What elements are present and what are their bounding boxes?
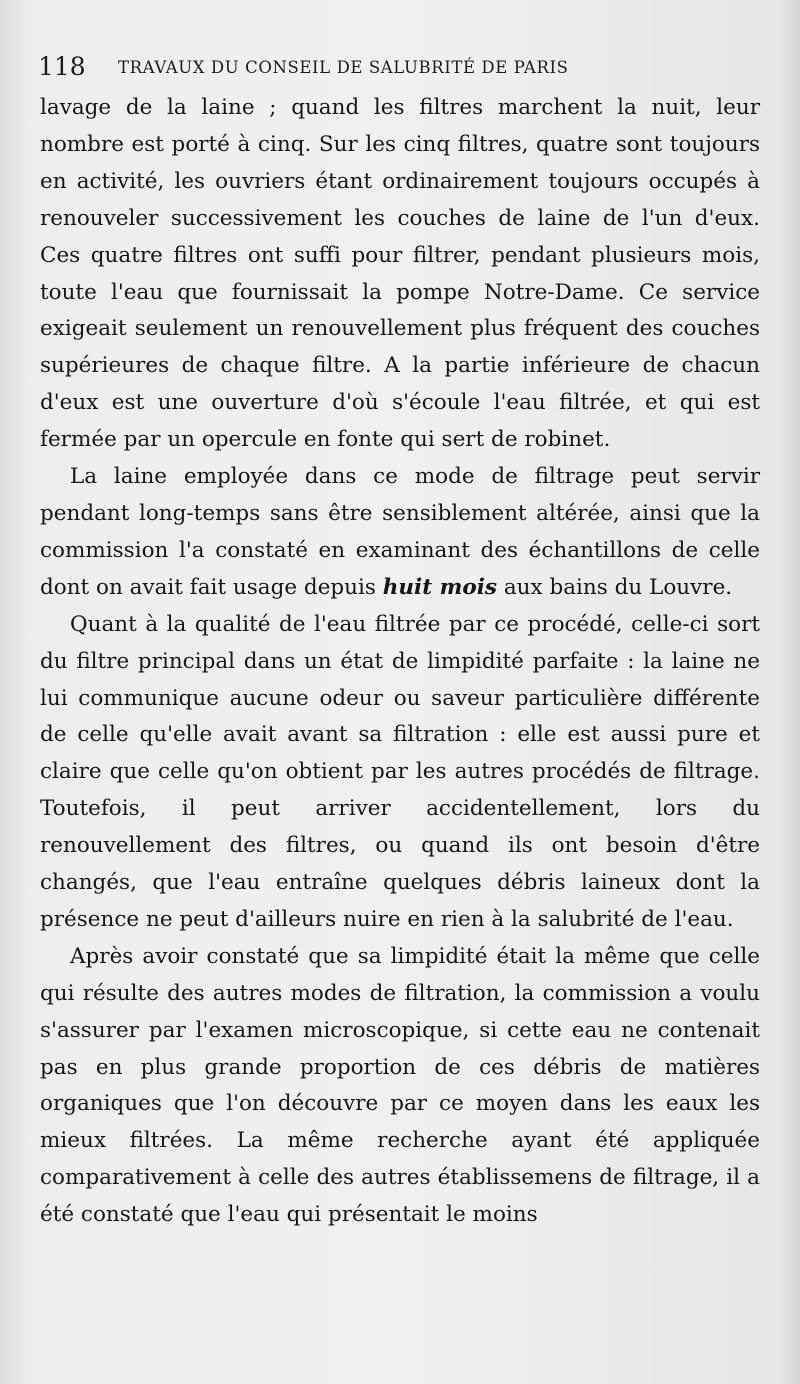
paragraph-2-emphasis: huit mois (382, 574, 497, 600)
running-title: TRAVAUX DU CONSEIL DE SALUBRITÉ DE PARIS (118, 58, 569, 77)
paragraph-1: lavage de la laine ; quand les filtres marchent la nuit, leur nombre est porté à cinq. Sur les cinq filtres, quatre sont toujours en activité, les ouvriers étant ordinairement toujours occupés à renouveler successivement les couches de laine de l'un d'eux. Ces quatre filtres ont suffi pour filtrer, pendant plusieurs mois, toute l'eau que fournissait la pompe Notre-Dame. Ce service exigeait seulement un renouvellement plus fréquent des couches supérieures de chaque filtre. A la partie inférieure de chacun d'eux est une ouverture d'où s'écoule l'eau filtrée, et qui est fermée par un opercule en fonte qui sert de robinet. (40, 95, 760, 453)
paragraph-4: Après avoir constaté que sa limpidité était la même que celle qui résulte des autres modes de filtration, la commission a voulu s'assurer par l'examen microscopique, si cette eau ne contenait pas en plus grande proportion de ces débris de matières organiques que l'on découvre par ce moyen dans les eaux les mieux filtrées. La même recherche ayant été appliquée comparativement à celle des autres établissemens de filtrage, il a été constaté que l'eau qui présentait le moins (40, 943, 760, 1228)
paragraph-2 (40, 459, 760, 607)
paragraph-3: Quant à la qualité de l'eau filtrée par ce procédé, celle-ci sort du filtre principal dans un état de limpidité parfaite : la laine ne lui communique aucune odeur ou saveur particulière différente de celle qu'elle avait avant sa filtration : elle est aussi pure et claire que celle qu'on obtient par les autres procédés de filtrage. Toutefois, il peut arriver accidentellement, lors du renouvellement des filtres, ou quand ils ont besoin d'être changés, que l'eau entraîne quelques débris laineux dont la présence ne peut d'ailleurs nuire en rien à la salubrité de l'eau. (40, 611, 760, 932)
paragraph-2-text-after: aux bains du Louvre. (497, 574, 733, 600)
page-number: 118 (38, 52, 86, 81)
paragraph-2-text-before: La laine employée dans ce mode de filtrage peut servir pendant long-temps sans être sensiblement altérée, ainsi que la commission l'a constaté en examinant des échantillons de celle dont on avait fait usage depuis (40, 464, 760, 600)
body-text (40, 90, 760, 1234)
page-header (38, 52, 758, 82)
